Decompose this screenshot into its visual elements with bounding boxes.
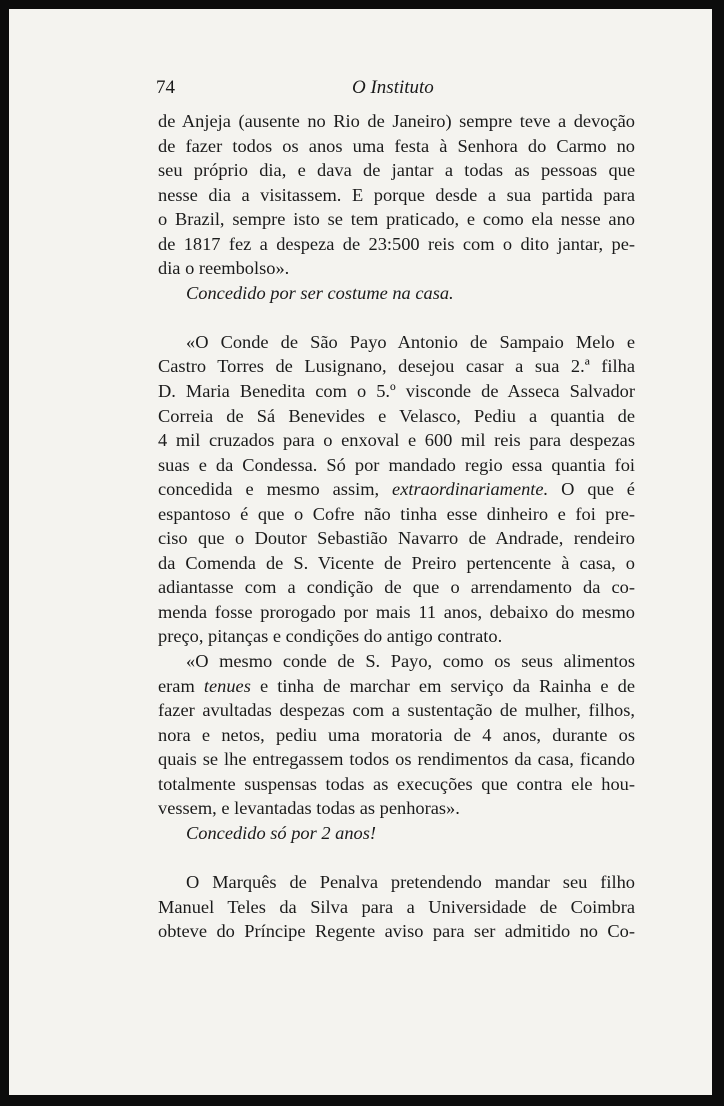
text-line: de fazer todos os anos uma festa à Senhora do Carmo no (158, 135, 635, 156)
text-line: nora e netos, pediu uma moratoria de 4 anos, durante os (158, 724, 635, 745)
paragraph-gap (158, 845, 635, 870)
resolution-line (158, 281, 635, 306)
text-line: seu próprio dia, e dava de jantar a todas as pessoas que (158, 160, 635, 181)
paragraph-gap (158, 305, 635, 330)
text-line: nesse dia a visitassem. E porque desde a sua partida para (158, 184, 635, 205)
text-line: de 1817 fez a despeza de 23:500 reis com o dito jantar, pe- (158, 233, 635, 254)
text-segment: e tinha de marchar em serviço da Rainha e de (259, 675, 635, 696)
book-page (9, 9, 712, 1095)
text-line: espantoso é que o Cofre não tinha esse dinheiro e foi pre- (158, 503, 635, 524)
text-line: 4 mil cruzados para o enxoval e 600 mil reis para despezas (158, 430, 635, 451)
text-line: da Comenda de S. Vicente de Preiro pertencente à casa, o (158, 552, 635, 573)
resolution-line (158, 821, 635, 846)
text-line: de Anjeja (ausente no Rio de Janeiro) sempre teve a devoção (158, 111, 635, 131)
text-line: D. Maria Benedita com o 5.º visconde de Asseca Salvador (158, 381, 635, 402)
page-number: 74 (156, 77, 175, 98)
text-line: dia o reembolso». (158, 258, 290, 279)
text-line: «O Conde de São Payo Antonio de Sampaio Melo e (186, 331, 635, 352)
text-line: Manuel Teles da Silva para a Universidade de Coimbra (158, 896, 635, 917)
text-line: Correia de Sá Benevides e Velasco, Pediu a quantia de (158, 405, 635, 426)
running-title: O Instituto (352, 77, 434, 98)
text-line: o Brazil, sempre isto se tem praticado, e como ela nesse ano (158, 209, 635, 230)
resolution-text: Concedido por ser costume na casa. (186, 282, 454, 303)
emphasis-text: extraordinariamente. (392, 479, 549, 500)
text-segment: concedida e mesmo assim, (158, 479, 380, 500)
text-line: suas e da Condessa. Só por mandado regio essa quantia foi (158, 454, 635, 475)
text-line: menda fosse prorogado por mais 11 anos, debaixo do mesmo (158, 601, 635, 622)
text-line: preço, pitanças e condições do antigo contrato. (158, 626, 503, 647)
text-segment: O que é (561, 479, 635, 500)
text-line: O Marquês de Penalva pretendendo mandar seu filho (186, 871, 635, 892)
text-line: Castro Torres de Lusignano, desejou casar a sua 2.ª filha (158, 356, 635, 377)
body-text (158, 109, 635, 944)
text-line: vessem, e levantadas todas as penhoras». (158, 798, 460, 819)
resolution-text: Concedido só por 2 anos! (186, 822, 377, 843)
text-line: fazer avultadas despezas com a sustentação de mulher, filhos, (158, 700, 635, 721)
text-line (158, 674, 635, 699)
text-line: obteve do Príncipe Regente aviso para ser admitido no Co- (158, 921, 635, 942)
text-line: «O mesmo conde de S. Payo, como os seus alimentos (186, 651, 635, 672)
text-line (158, 477, 635, 502)
text-line: ciso que o Doutor Sebastião Navarro de Andrade, rendeiro (158, 528, 635, 549)
emphasis-text: tenues (203, 675, 251, 696)
text-segment: eram (158, 675, 195, 696)
text-line: adiantasse com a condição de que o arrendamento da co- (158, 577, 635, 598)
text-line: quais se lhe entregassem todos os rendimentos da casa, ficando (158, 749, 635, 770)
running-header (9, 77, 712, 103)
text-line: totalmente suspensas todas as execuções que contra ele hou- (158, 773, 635, 794)
